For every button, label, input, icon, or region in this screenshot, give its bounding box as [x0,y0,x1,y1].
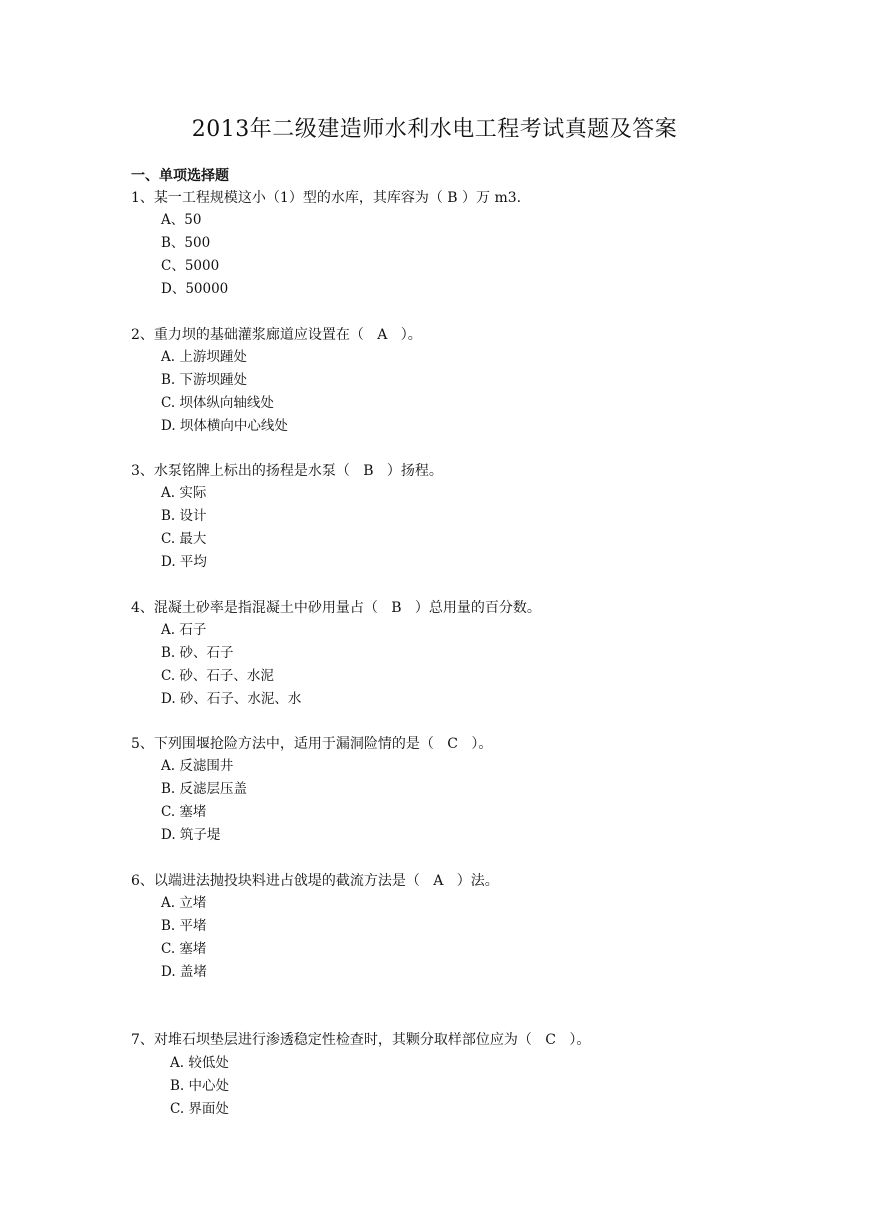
question-7-option-b: B. 中心处 [170,1078,230,1094]
question-1-options [161,210,228,302]
question-1-option-b: B、500 [161,235,211,251]
question-4-stem: 4、混凝土砂率是指混凝土中砂用量占（ B ）总用量的百分数。 [131,600,541,616]
question-2-option-a: A. 上游坝踵处 [161,349,247,365]
question-3-option-c: C. 最大 [161,531,207,547]
question-6-stem: 6、以端进法抛投块料进占戗堤的截流方法是（ A ）法。 [131,873,499,889]
question-7-option-c: C. 界面处 [170,1101,229,1117]
question-1-option-d: D、50000 [161,281,229,297]
question-4-option-a: A. 石子 [161,622,207,638]
question-5-options [161,756,247,848]
question-7-option-a: A. 较低处 [170,1055,229,1071]
question-4-options [161,620,301,712]
question-6-option-b: B. 平堵 [161,918,207,934]
question-7-options [170,1053,229,1122]
question-2-option-c: C. 坝体纵向轴线处 [161,395,274,411]
question-5-option-c: C. 塞堵 [161,804,207,820]
question-3-option-d: D. 平均 [161,554,207,570]
question-3-option-b: B. 设计 [161,508,207,524]
question-1-stem: 1、某一工程规模这小（1）型的水库，其库容为（ B ）万 m3. [131,190,522,206]
question-2-stem: 2、重力坝的基础灌浆廊道应设置在（ A ）。 [131,327,422,343]
question-2-options [161,347,288,439]
question-1-option-c: C、5000 [161,258,220,274]
question-4-option-d: D. 砂、石子、水泥、水 [161,691,302,707]
question-5-option-a: A. 反滤围井 [161,758,234,774]
question-2-option-d: D. 坝体横向中心线处 [161,418,288,434]
question-7-stem: 7、对堆石坝垫层进行渗透稳定性检查时，其颗分取样部位应为（ C ）。 [131,1032,591,1048]
question-6-option-d: D. 盖堵 [161,964,207,980]
question-5-stem: 5、下列围堰抢险方法中，适用于漏洞险情的是（ C ）。 [131,736,493,752]
question-6-option-a: A. 立堵 [161,895,207,911]
question-5-option-d: D. 筑子堤 [161,827,221,843]
question-4-option-b: B. 砂、石子 [161,645,234,661]
question-5-option-b: B. 反滤层压盖 [161,781,248,797]
question-6-options [161,893,207,985]
question-3-option-a: A. 实际 [161,485,207,501]
question-4-option-c: C. 砂、石子、水泥 [161,668,274,684]
section-heading: 一、单项选择题 [131,168,229,184]
question-6-option-c: C. 塞堵 [161,941,207,957]
question-3-stem: 3、水泵铭牌上标出的扬程是水泵（ B ）扬程。 [131,463,443,479]
question-3-options [161,483,207,575]
question-2-option-b: B. 下游坝踵处 [161,372,248,388]
document-title: 2013年二级建造师水利水电工程考试真题及答案 [191,117,678,142]
question-1-option-a: A、50 [161,212,202,228]
